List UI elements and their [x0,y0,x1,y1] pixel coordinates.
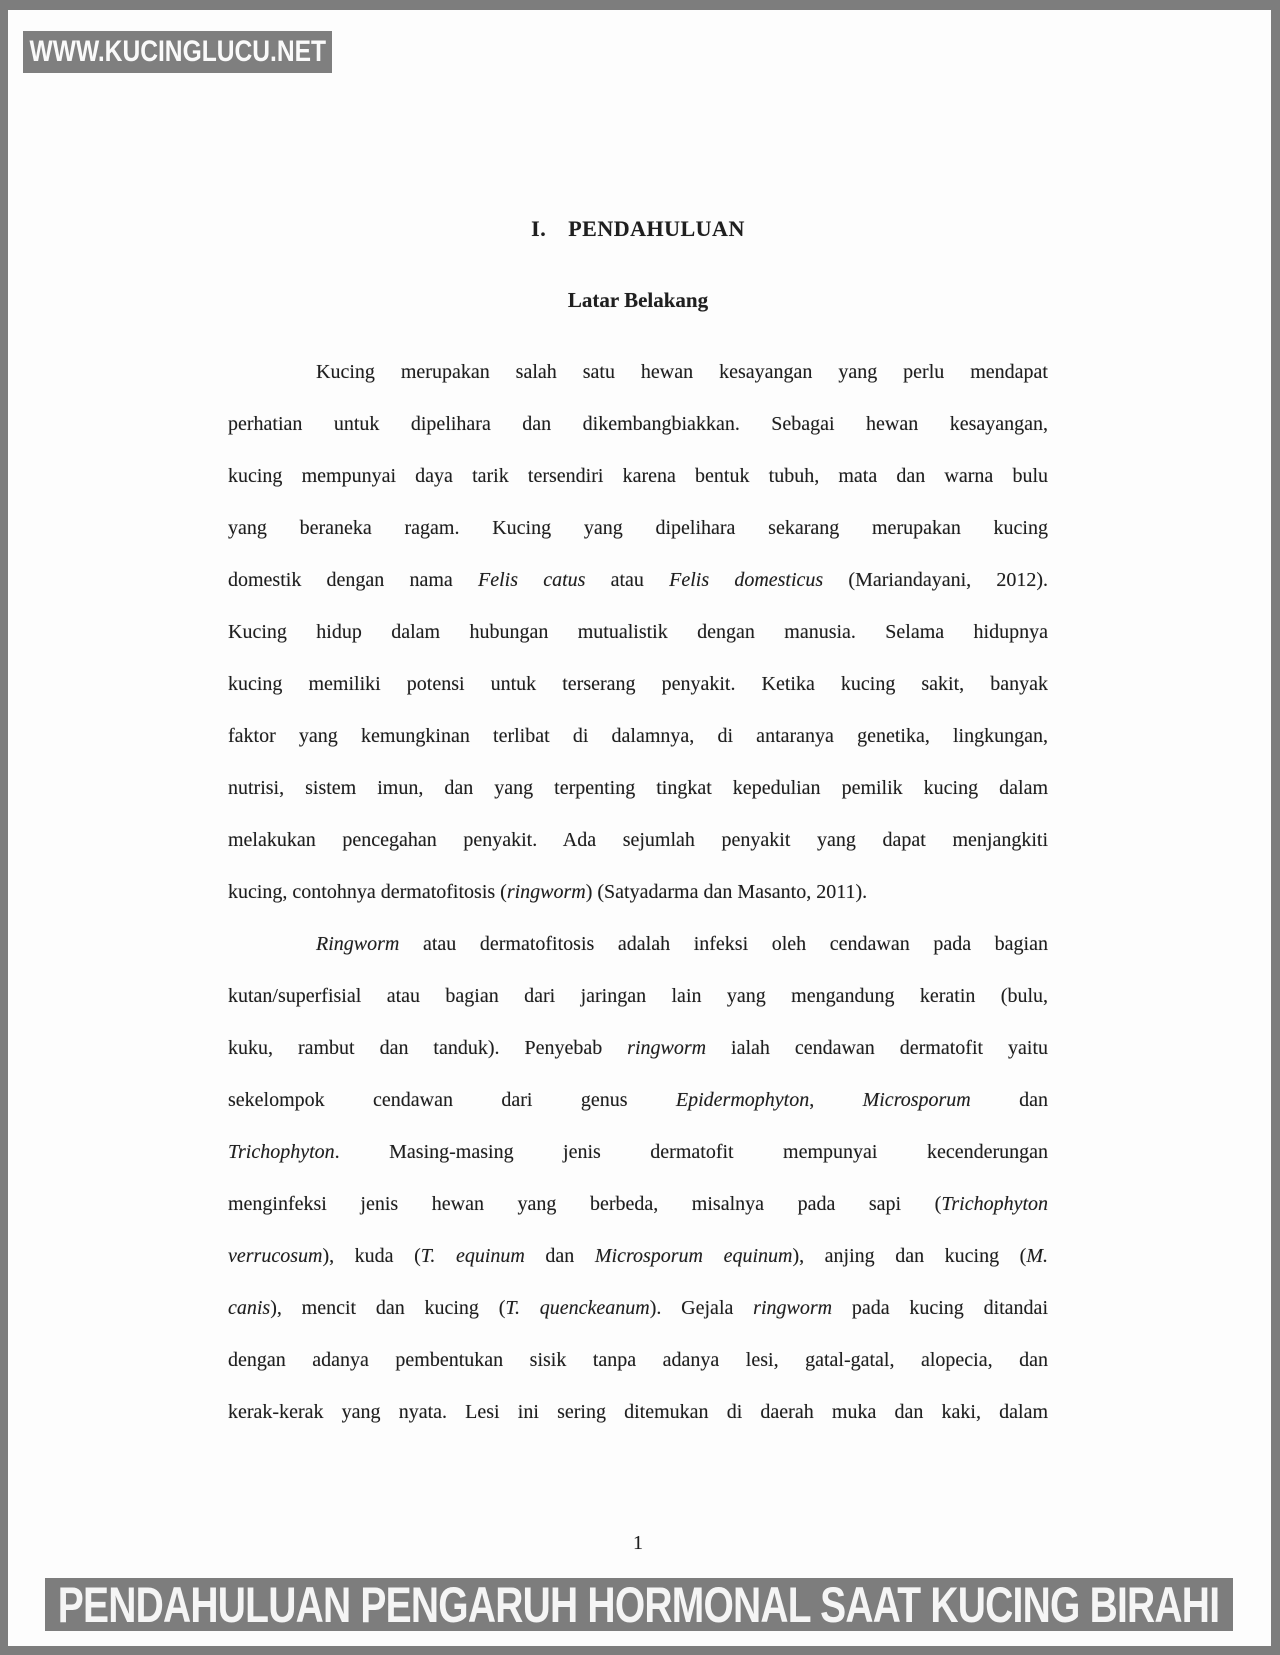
text-line [228,1334,1048,1386]
text-line [228,658,1048,710]
text-segment: ialah cendawan dermatofit yaitu [706,1037,1048,1059]
text-segment: perhatian untuk dipelihara dan dikembangbiakkan. Sebagai hewan kesayangan, [228,413,1048,435]
text-segment: domestik dengan nama [228,569,478,591]
text-segment: ), kuda ( [322,1245,421,1267]
text-line [228,1022,1048,1074]
text-line [228,1230,1048,1282]
text-segment: ). Gejala [649,1297,754,1319]
text-segment: kucing memiliki potensi untuk terserang penyakit. Ketika kucing sakit, banyak [228,673,1048,695]
text-segment: kucing, contohnya dermatofitosis ( [228,881,507,903]
text-segment: Kucing merupakan salah satu hewan kesayangan yang perlu mendapat [316,361,1048,383]
watermark-text: WWW.KUCINGLUCU.NET [29,35,326,68]
paragraph [228,346,1048,918]
footer-banner [45,1578,1233,1631]
italic-text-segment: Epidermophyton [675,1089,810,1111]
body-text [228,346,1048,1438]
italic-text-segment: Microsporum [862,1089,971,1111]
italic-text-segment: verrucosum [228,1245,323,1267]
text-segment: ), anjing dan kucing ( [792,1245,1027,1267]
text-segment: dengan adanya pembentukan sisik tanpa adanya lesi, gatal-gatal, alopecia, dan [228,1349,1048,1371]
document-page [8,10,1271,1646]
text-segment: pada kucing ditandai [832,1297,1048,1319]
text-segment: menginfeksi jenis hewan yang berbeda, misalnya pada sapi ( [228,1193,942,1215]
italic-text-segment: canis [228,1297,271,1319]
text-line [228,762,1048,814]
text-line [228,814,1048,866]
text-segment: kucing mempunyai daya tarik tersendiri karena bentuk tubuh, mata dan warna bulu [228,465,1048,487]
text-segment: dan [970,1089,1048,1111]
italic-text-segment: Felis catus [478,569,586,591]
text-line [228,918,1048,970]
watermark-badge [23,31,332,73]
section-title: Latar Belakang [567,288,709,312]
italic-text-segment: ringworm [506,881,586,903]
italic-text-segment: T. quenckeanum [505,1297,650,1319]
page-number: 1 [633,1532,643,1554]
text-segment: atau dermatofitosis adalah infeksi oleh cendawan pada bagian [399,933,1048,955]
text-line [228,606,1048,658]
text-segment: (Mariandayani, 2012). [823,569,1048,591]
text-segment: nutrisi, sistem imun, dan yang terpenting tingkat kepedulian pemilik kucing dalam [228,777,1048,799]
text-segment: faktor yang kemungkinan terlibat di dalamnya, di antaranya genetika, lingkungan, [228,725,1048,747]
italic-text-segment: Microsporum equinum [594,1245,793,1267]
chapter-number: I. [531,216,547,241]
italic-text-segment: ringworm [627,1037,707,1059]
text-segment: atau [585,569,670,591]
text-line [228,450,1048,502]
text-line [228,1074,1048,1126]
italic-text-segment: M. [1026,1245,1048,1267]
text-line [228,346,1048,398]
chapter-title [228,216,1048,242]
text-line [228,502,1048,554]
italic-text-segment: Trichophyton [941,1193,1048,1215]
text-line [228,554,1048,606]
text-segment: sekelompok cendawan dari genus [228,1089,676,1111]
italic-text-segment: Trichophyton [228,1141,335,1163]
italic-text-segment: Ringworm [316,933,400,955]
text-segment: dan [524,1245,595,1267]
chapter-name: PENDAHULUAN [568,216,745,241]
italic-text-segment: ringworm [753,1297,833,1319]
text-line [228,1126,1048,1178]
text-line [228,1282,1048,1334]
text-segment: . Masing-masing jenis dermatofit mempunyai kecenderungan [334,1141,1048,1163]
text-segment: kerak-kerak yang nyata. Lesi ini sering ditemukan di daerah muka dan kaki, dalam [228,1401,1048,1423]
text-segment: kutan/superfisial atau bagian dari jaringan lain yang mengandung keratin (bulu, [228,985,1048,1007]
italic-text-segment: Felis domesticus [669,569,824,591]
text-line [228,1386,1048,1438]
text-line [228,866,1048,918]
text-segment: , [809,1089,863,1111]
text-segment: yang beraneka ragam. Kucing yang dipelihara sekarang merupakan kucing [228,517,1048,539]
text-segment: ), mencit dan kucing ( [270,1297,506,1319]
footer-banner-text: PENDAHULUAN PENGARUH HORMONAL SAAT KUCING BIRAHI [58,1576,1220,1633]
text-line [228,398,1048,450]
paragraph [228,918,1048,1438]
text-line [228,1178,1048,1230]
text-line [228,710,1048,762]
text-segment: Kucing hidup dalam hubungan mutualistik dengan manusia. Selama hidupnya [228,621,1048,643]
text-segment: melakukan pencegahan penyakit. Ada sejumlah penyakit yang dapat menjangkiti [228,829,1048,851]
text-line [228,970,1048,1022]
text-segment: ) (Satyadarma dan Masanto, 2011). [585,881,868,903]
text-segment: kuku, rambut dan tanduk). Penyebab [228,1037,628,1059]
italic-text-segment: T. equinum [420,1245,525,1267]
